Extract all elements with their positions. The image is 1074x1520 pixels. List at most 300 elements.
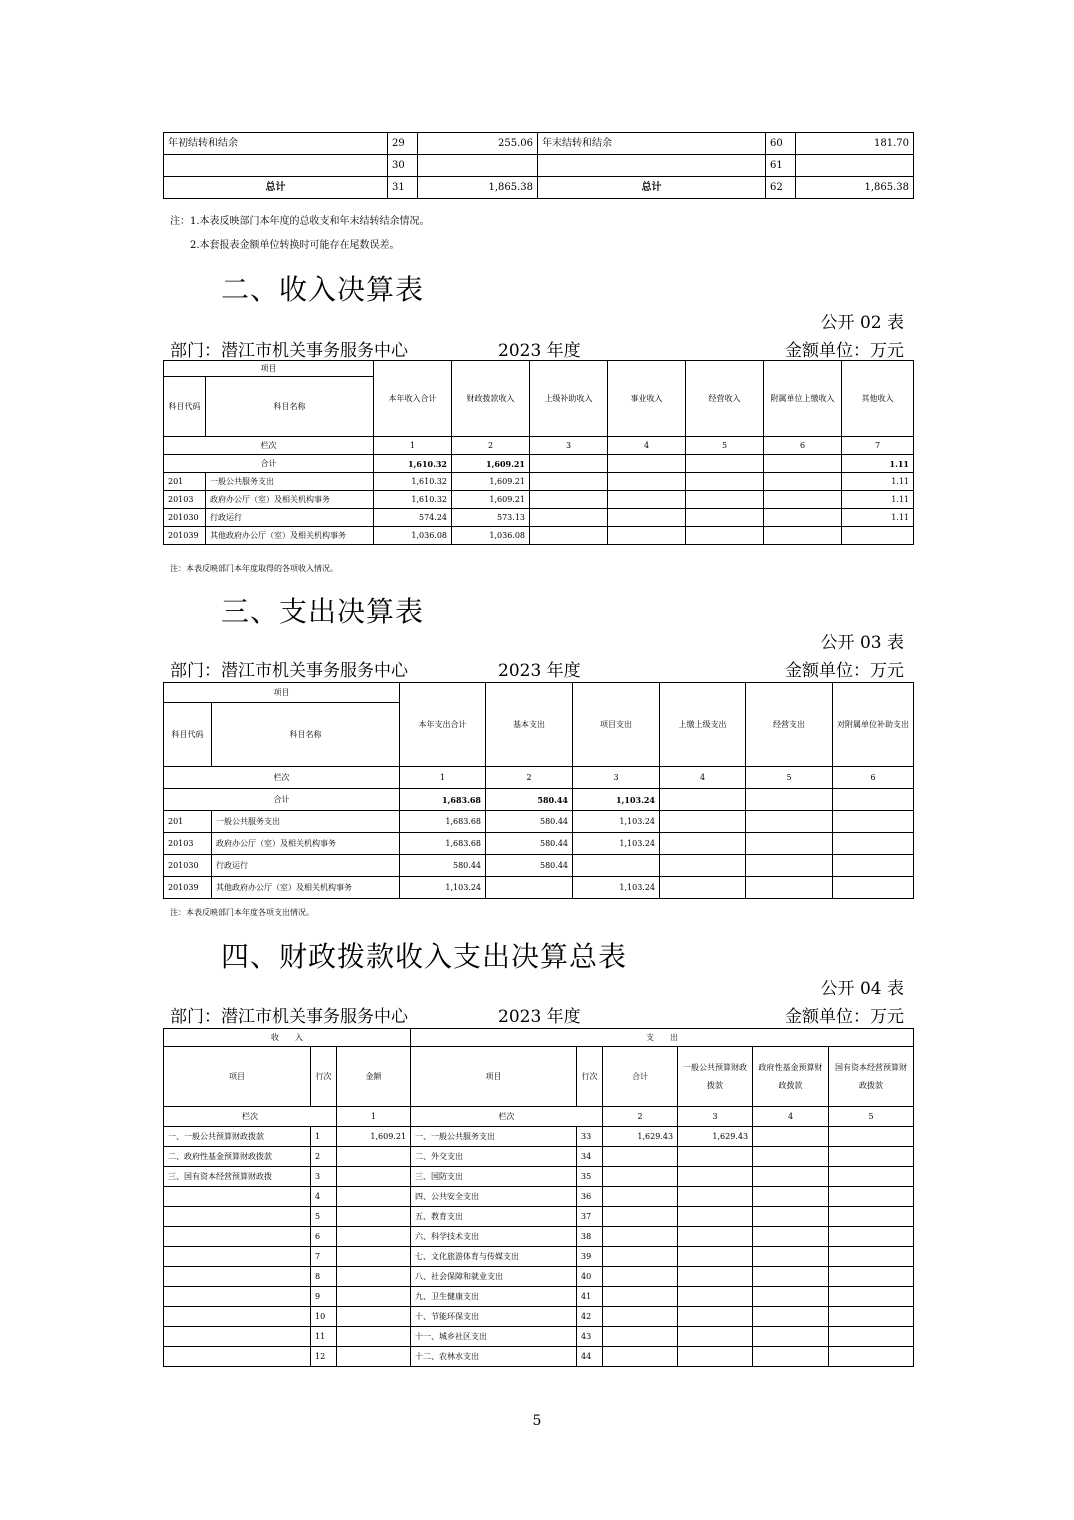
amount-cell [603, 1287, 678, 1307]
amount-cell [603, 1207, 678, 1227]
table-row [164, 1327, 914, 1347]
amount-cell: 1,103.24 [573, 811, 660, 833]
col-number: 6 [833, 767, 914, 789]
table-number: 公开 04 表 [820, 979, 904, 999]
expense-item: 五、教育支出 [411, 1207, 577, 1227]
total-cell [746, 789, 833, 811]
amount-cell: 1.11 [842, 473, 914, 491]
amount-cell [753, 1167, 829, 1187]
row-number: 7 [311, 1247, 337, 1267]
row-number: 2 [311, 1147, 337, 1167]
row-number: 36 [577, 1187, 603, 1207]
amount-cell: 1,683.68 [400, 833, 486, 855]
amount-cell [678, 1187, 753, 1207]
expense-table [163, 682, 914, 899]
expense-header: 支 出 [411, 1029, 914, 1047]
table-row [164, 1127, 914, 1147]
total-cell: 1,683.68 [400, 789, 486, 811]
col-number: 5 [829, 1107, 914, 1127]
amount-unit: 金额单位：万元 [785, 1007, 904, 1027]
col-number: 4 [660, 767, 746, 789]
total-cell [833, 789, 914, 811]
col-number: 3 [573, 767, 660, 789]
header-code: 科目代码 [164, 703, 212, 767]
subject-code: 201030 [164, 855, 212, 877]
row-number: 12 [311, 1347, 337, 1367]
col-number: 7 [842, 437, 914, 455]
table-row [164, 1287, 914, 1307]
amount-cell [678, 1307, 753, 1327]
amount-cell [337, 1267, 411, 1287]
amount-cell: 1.11 [842, 509, 914, 527]
subject-code: 20103 [164, 833, 212, 855]
table-row [164, 527, 914, 545]
total-cell [764, 455, 842, 473]
table-row [164, 509, 914, 527]
amount-cell [829, 1187, 914, 1207]
amount-cell [829, 1247, 914, 1267]
header-item: 项目 [164, 683, 400, 703]
amount-cell [829, 1167, 914, 1187]
col-header: 国有资本经营预算财政拨款 [829, 1047, 914, 1107]
amount-cell [660, 833, 746, 855]
amount-cell [603, 1327, 678, 1347]
income-item [164, 1267, 311, 1287]
table-row [164, 1247, 914, 1267]
row-number: 9 [311, 1287, 337, 1307]
amount-cell [608, 473, 686, 491]
row-number: 37 [577, 1207, 603, 1227]
col-number: 4 [753, 1107, 829, 1127]
amount-cell [753, 1187, 829, 1207]
subject-code: 201 [164, 811, 212, 833]
section-title: 四、财政拨款收入支出决算总表 [221, 940, 628, 973]
total-cell: 1.11 [842, 455, 914, 473]
table-row [164, 177, 914, 199]
row-number: 62 [766, 177, 796, 199]
amount-cell: 1,609.21 [452, 491, 530, 509]
amount-cell: 1,103.24 [573, 877, 660, 899]
department: 部门：潜江市机关事务服务中心 [170, 661, 408, 681]
subject-name: 政府办公厅（室）及相关机构事务 [206, 491, 374, 509]
amount-cell: 573.13 [452, 509, 530, 527]
amount-cell [678, 1147, 753, 1167]
total-label: 合计 [164, 789, 400, 811]
subject-code: 201 [164, 473, 206, 491]
row-number: 60 [766, 133, 796, 155]
expense-item: 九、卫生健康支出 [411, 1287, 577, 1307]
lanci-label: 栏次 [411, 1107, 603, 1127]
amount-cell [833, 877, 914, 899]
col-header: 一般公共预算财政拨款 [678, 1047, 753, 1107]
row-number: 4 [311, 1187, 337, 1207]
department: 部门：潜江市机关事务服务中心 [170, 1007, 408, 1027]
fiscal-summary-table [163, 1028, 914, 1367]
amount-cell [678, 1267, 753, 1287]
amount-cell: 580.44 [486, 855, 573, 877]
table-row [164, 1207, 914, 1227]
col-header: 项目支出 [573, 683, 660, 767]
total-cell [660, 789, 746, 811]
col-header: 基本支出 [486, 683, 573, 767]
table-row [164, 491, 914, 509]
amount-cell [829, 1327, 914, 1347]
amount-cell [603, 1267, 678, 1287]
col-number: 3 [530, 437, 608, 455]
table-note: 注：本表反映部门本年度各项支出情况。 [170, 908, 314, 917]
amount-cell [603, 1227, 678, 1247]
amount-cell: 1,610.32 [374, 473, 452, 491]
table-note: 注：1.本表反映部门本年度的总收支和年末结转结余情况。 [170, 216, 430, 227]
income-header: 收 入 [164, 1029, 411, 1047]
lanci-label: 栏次 [164, 437, 374, 455]
col-header: 政府性基金预算财政拨款 [753, 1047, 829, 1107]
amount-cell [686, 509, 764, 527]
col-number: 4 [608, 437, 686, 455]
amount-cell: 1,629.43 [678, 1127, 753, 1147]
subject-name: 一般公共服务支出 [206, 473, 374, 491]
amount-cell [833, 833, 914, 855]
amount-cell [678, 1287, 753, 1307]
row-number: 34 [577, 1147, 603, 1167]
income-item: 三、国有资本经营预算财政拨 [164, 1167, 311, 1187]
row-number: 33 [577, 1127, 603, 1147]
table-row [164, 155, 914, 177]
expense-item: 三、国防支出 [411, 1167, 577, 1187]
income-item [164, 1307, 311, 1327]
amount-cell [337, 1247, 411, 1267]
row-number: 43 [577, 1327, 603, 1347]
table-note: 注：本表反映部门本年度取得的各项收入情况。 [170, 564, 338, 573]
row-number: 30 [388, 155, 418, 177]
amount-cell: 1.11 [842, 491, 914, 509]
amount-cell [603, 1187, 678, 1207]
row-number: 38 [577, 1227, 603, 1247]
subject-name: 其他政府办公厅（室）及相关机构事务 [206, 527, 374, 545]
subject-name: 政府办公厅（室）及相关机构事务 [212, 833, 400, 855]
amount-cell [337, 1287, 411, 1307]
expense-item: 七、文化旅游体育与传媒支出 [411, 1247, 577, 1267]
amount-cell [746, 877, 833, 899]
amount-cell [337, 1167, 411, 1187]
table-row [164, 811, 914, 833]
header-name: 科目名称 [212, 703, 400, 767]
header-name: 科目名称 [206, 377, 374, 437]
header-row-no: 行次 [311, 1047, 337, 1107]
table-row [164, 1307, 914, 1327]
summary-table-tail [163, 132, 914, 199]
page-number: 5 [532, 1413, 542, 1429]
row-number: 41 [577, 1287, 603, 1307]
amount-cell [753, 1327, 829, 1347]
amount-cell: 1,609.21 [337, 1127, 411, 1147]
row-number: 40 [577, 1267, 603, 1287]
amount-cell [486, 877, 573, 899]
row-number: 61 [766, 155, 796, 177]
income-table [163, 360, 914, 545]
amount-cell [530, 527, 608, 545]
subject-code: 201030 [164, 509, 206, 527]
subject-name: 行政运行 [212, 855, 400, 877]
row-label: 年初结转和结余 [164, 133, 388, 155]
table-row [164, 877, 914, 899]
amount-cell [746, 855, 833, 877]
amount-cell [833, 811, 914, 833]
header-item: 项目 [164, 361, 374, 377]
col-number: 1 [400, 767, 486, 789]
row-number: 39 [577, 1247, 603, 1267]
amount-cell: 1,683.68 [400, 811, 486, 833]
amount-cell [746, 811, 833, 833]
amount-cell [603, 1247, 678, 1267]
amount-cell [829, 1227, 914, 1247]
header-code: 科目代码 [164, 377, 206, 437]
row-label [538, 155, 766, 177]
amount-cell [829, 1267, 914, 1287]
amount-cell [603, 1147, 678, 1167]
amount-cell [678, 1327, 753, 1347]
lanci-label: 栏次 [164, 1107, 337, 1127]
amount-cell [418, 155, 538, 177]
amount-cell [753, 1147, 829, 1167]
section-title: 二、收入决算表 [221, 273, 425, 306]
row-number: 44 [577, 1347, 603, 1367]
total-cell: 580.44 [486, 789, 573, 811]
amount-cell [603, 1167, 678, 1187]
expense-item: 八、社会保障和就业支出 [411, 1267, 577, 1287]
col-header: 事业收入 [608, 361, 686, 437]
amount-cell: 1,865.38 [418, 177, 538, 199]
col-number: 3 [678, 1107, 753, 1127]
amount-cell [530, 473, 608, 491]
subject-code: 20103 [164, 491, 206, 509]
amount-cell [603, 1307, 678, 1327]
table-row [164, 133, 914, 155]
amount-cell [660, 811, 746, 833]
amount-cell: 580.44 [400, 855, 486, 877]
total-cell [608, 455, 686, 473]
amount-cell: 1,609.21 [452, 473, 530, 491]
col-number: 2 [486, 767, 573, 789]
amount-cell [678, 1247, 753, 1267]
amount-cell [746, 833, 833, 855]
amount-cell [337, 1147, 411, 1167]
amount-cell: 255.06 [418, 133, 538, 155]
income-item [164, 1227, 311, 1247]
amount-cell [753, 1347, 829, 1367]
subject-code: 201039 [164, 527, 206, 545]
row-number: 31 [388, 177, 418, 199]
amount-cell: 1,610.32 [374, 491, 452, 509]
amount-cell [337, 1187, 411, 1207]
col-number: 1 [374, 437, 452, 455]
table-row [164, 1267, 914, 1287]
total-cell: 1,609.21 [452, 455, 530, 473]
amount-cell: 1,036.08 [374, 527, 452, 545]
col-header: 财政拨款收入 [452, 361, 530, 437]
amount-cell [829, 1287, 914, 1307]
amount-cell [660, 855, 746, 877]
amount-cell [753, 1207, 829, 1227]
header-row-no: 行次 [577, 1047, 603, 1107]
fiscal-year: 2023 年度 [498, 661, 581, 681]
amount-cell: 1,865.38 [796, 177, 914, 199]
amount-cell [608, 491, 686, 509]
amount-cell [608, 527, 686, 545]
row-label: 总计 [164, 177, 388, 199]
amount-unit: 金额单位：万元 [785, 341, 904, 361]
amount-cell: 181.70 [796, 133, 914, 155]
amount-cell: 580.44 [486, 811, 573, 833]
amount-cell: 1,103.24 [400, 877, 486, 899]
amount-cell [337, 1307, 411, 1327]
amount-cell [833, 855, 914, 877]
expense-item: 二、外交支出 [411, 1147, 577, 1167]
table-row [164, 1187, 914, 1207]
row-number: 35 [577, 1167, 603, 1187]
amount-cell [753, 1247, 829, 1267]
row-label: 总计 [538, 177, 766, 199]
amount-cell [678, 1227, 753, 1247]
table-row [164, 473, 914, 491]
amount-cell [337, 1207, 411, 1227]
table-row [164, 1347, 914, 1367]
amount-cell [764, 473, 842, 491]
amount-cell [686, 473, 764, 491]
amount-cell [829, 1127, 914, 1147]
table-number: 公开 03 表 [820, 633, 904, 653]
amount-cell [796, 155, 914, 177]
total-cell: 1,103.24 [573, 789, 660, 811]
amount-cell [686, 527, 764, 545]
row-number: 8 [311, 1267, 337, 1287]
expense-item: 十二、农林水支出 [411, 1347, 577, 1367]
total-label: 合计 [164, 455, 374, 473]
subject-name: 其他政府办公厅（室）及相关机构事务 [212, 877, 400, 899]
row-number: 3 [311, 1167, 337, 1187]
income-item [164, 1207, 311, 1227]
amount-cell [753, 1267, 829, 1287]
income-item [164, 1287, 311, 1307]
table-row [164, 833, 914, 855]
income-item [164, 1347, 311, 1367]
amount-cell [764, 509, 842, 527]
income-item: 二、政府性基金预算财政拨款 [164, 1147, 311, 1167]
expense-item: 十一、城乡社区支出 [411, 1327, 577, 1347]
expense-item: 一、一般公共服务支出 [411, 1127, 577, 1147]
row-label [164, 155, 388, 177]
col-header: 上级补助收入 [530, 361, 608, 437]
total-cell: 1,610.32 [374, 455, 452, 473]
amount-cell: 1,103.24 [573, 833, 660, 855]
income-item: 一、一般公共预算财政拨款 [164, 1127, 311, 1147]
amount-cell [678, 1347, 753, 1367]
total-cell [530, 455, 608, 473]
table-row [164, 1227, 914, 1247]
fiscal-year: 2023 年度 [498, 341, 581, 361]
income-item [164, 1327, 311, 1347]
col-header: 附属单位上缴收入 [764, 361, 842, 437]
amount-cell: 580.44 [486, 833, 573, 855]
amount-cell [337, 1347, 411, 1367]
expense-item: 六、科学技术支出 [411, 1227, 577, 1247]
amount-cell [829, 1347, 914, 1367]
amount-cell [603, 1347, 678, 1367]
income-item [164, 1187, 311, 1207]
col-number: 5 [686, 437, 764, 455]
amount-cell [573, 855, 660, 877]
total-cell [686, 455, 764, 473]
col-header: 上缴上级支出 [660, 683, 746, 767]
col-number: 2 [452, 437, 530, 455]
income-item [164, 1247, 311, 1267]
amount-cell: 1,036.08 [452, 527, 530, 545]
lanci-label: 栏次 [164, 767, 400, 789]
amount-cell: 574.24 [374, 509, 452, 527]
row-number: 1 [311, 1127, 337, 1147]
table-row [164, 1167, 914, 1187]
col-header: 经营收入 [686, 361, 764, 437]
amount-cell [686, 491, 764, 509]
row-number: 29 [388, 133, 418, 155]
expense-item: 四、公共安全支出 [411, 1187, 577, 1207]
header-item: 项目 [164, 1047, 311, 1107]
header-total: 合计 [603, 1047, 678, 1107]
row-number: 6 [311, 1227, 337, 1247]
col-number: 1 [337, 1107, 411, 1127]
col-number: 2 [603, 1107, 678, 1127]
subject-name: 行政运行 [206, 509, 374, 527]
amount-cell [337, 1327, 411, 1347]
amount-cell [753, 1307, 829, 1327]
amount-cell [530, 509, 608, 527]
table-note: 2.本套报表金额单位转换时可能存在尾数误差。 [190, 240, 400, 251]
amount-cell [678, 1167, 753, 1187]
amount-cell [530, 491, 608, 509]
row-label: 年末结转和结余 [538, 133, 766, 155]
col-header: 本年支出合计 [400, 683, 486, 767]
subject-name: 一般公共服务支出 [212, 811, 400, 833]
table-number: 公开 02 表 [820, 313, 904, 333]
department: 部门：潜江市机关事务服务中心 [170, 341, 408, 361]
row-number: 11 [311, 1327, 337, 1347]
col-header: 本年收入合计 [374, 361, 452, 437]
row-number: 42 [577, 1307, 603, 1327]
amount-cell [608, 509, 686, 527]
amount-cell [753, 1227, 829, 1247]
amount-cell [829, 1307, 914, 1327]
row-number: 5 [311, 1207, 337, 1227]
fiscal-year: 2023 年度 [498, 1007, 581, 1027]
amount-cell [678, 1207, 753, 1227]
amount-unit: 金额单位：万元 [785, 661, 904, 681]
subject-code: 201039 [164, 877, 212, 899]
amount-cell [337, 1227, 411, 1247]
amount-cell [660, 877, 746, 899]
section-title: 三、支出决算表 [221, 595, 425, 628]
col-header: 对附属单位补助支出 [833, 683, 914, 767]
amount-cell [829, 1147, 914, 1167]
col-number: 6 [764, 437, 842, 455]
expense-item: 十、节能环保支出 [411, 1307, 577, 1327]
amount-cell [842, 527, 914, 545]
header-item: 项目 [411, 1047, 577, 1107]
table-row [164, 1147, 914, 1167]
header-amount: 金额 [337, 1047, 411, 1107]
col-header: 经营支出 [746, 683, 833, 767]
row-number: 10 [311, 1307, 337, 1327]
col-header: 其他收入 [842, 361, 914, 437]
